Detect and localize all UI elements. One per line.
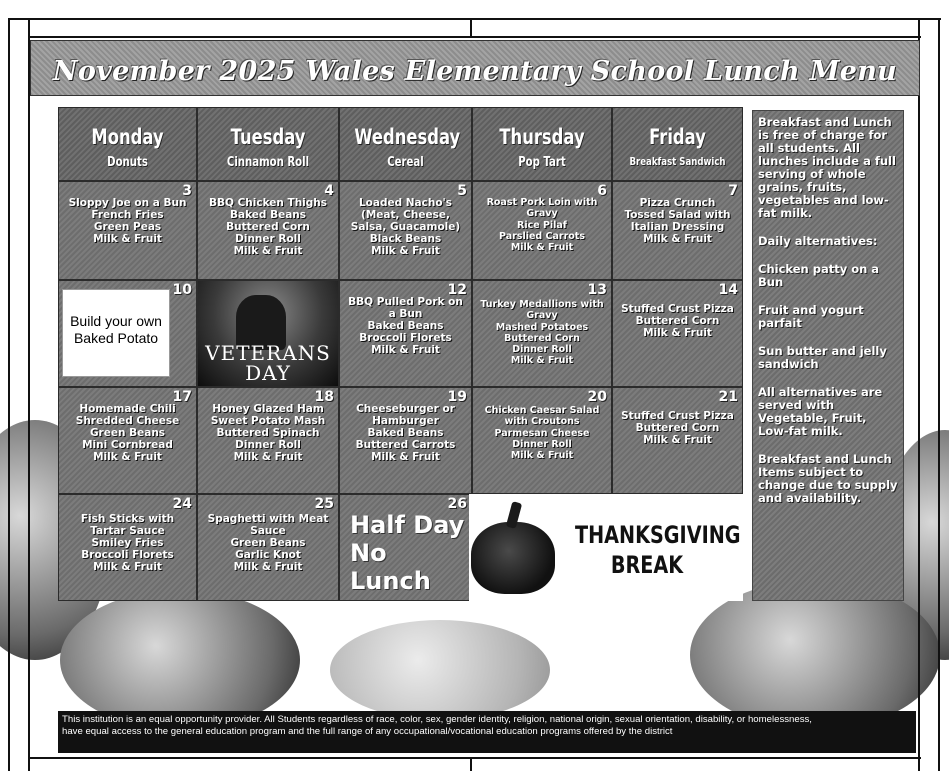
meal-item: Sweet Potato Mash bbox=[210, 415, 326, 427]
date-number: 26 bbox=[447, 496, 467, 512]
date-number: 21 bbox=[718, 389, 738, 405]
meal-item: Mashed Potatoes bbox=[495, 321, 589, 333]
thanksgiving-break-graphic bbox=[469, 494, 743, 601]
day-cell-nov-26 bbox=[339, 494, 472, 601]
date-number: 7 bbox=[728, 183, 738, 199]
meal-items bbox=[63, 197, 192, 245]
subject-to-change-note: Breakfast and Lunch Items subject to change due to supply and availability. bbox=[758, 452, 898, 505]
day-cell-nov-5 bbox=[339, 181, 472, 280]
breakfast-label: Donuts bbox=[107, 155, 148, 170]
meal-item: Buttered Carrots bbox=[355, 439, 456, 451]
day-label: Wednesday bbox=[354, 125, 461, 149]
thanksgiving-break-label bbox=[575, 520, 741, 580]
meal-item: Baked Beans bbox=[367, 320, 444, 332]
meal-item: Pizza Crunch bbox=[639, 197, 716, 209]
meal-items bbox=[617, 303, 738, 339]
alternative-item: Fruit and yogurt parfait bbox=[758, 303, 864, 330]
meal-item: Spaghetti with Meat Sauce bbox=[207, 513, 329, 537]
equal-opportunity-footer bbox=[58, 711, 916, 753]
meal-items bbox=[617, 410, 738, 446]
meal-item: Milk & Fruit bbox=[233, 451, 303, 463]
day-cell-nov-3 bbox=[58, 181, 197, 280]
meal-item: Milk & Fruit bbox=[93, 561, 162, 573]
meal-item: Italian Dressing bbox=[630, 221, 725, 233]
date-number: 19 bbox=[447, 389, 467, 405]
free-meals-note: Breakfast and Lunch is free of charge for all students. All lunches include a full serving of whole grains, fruits, vegetables and low-fat milk. bbox=[758, 115, 896, 220]
meal-items bbox=[344, 197, 467, 257]
day-cell-nov-20 bbox=[472, 387, 612, 494]
meal-item: Buttered Corn bbox=[504, 332, 580, 344]
frame-center-bottom bbox=[470, 757, 472, 771]
meal-items bbox=[202, 403, 334, 463]
pumpkin-bg-center bbox=[330, 620, 550, 720]
footer-line: have equal access to the general education program and the full range of any occupational/vocational education programs offered by the district bbox=[62, 726, 673, 737]
date-number: 4 bbox=[324, 183, 334, 199]
pumpkin-icon bbox=[471, 522, 555, 594]
meal-item: Dinner Roll bbox=[512, 344, 572, 356]
day-cell-nov-11 bbox=[197, 280, 339, 387]
date-number: 25 bbox=[314, 496, 334, 512]
day-cell-nov-17 bbox=[58, 387, 197, 494]
baked-potato-note: Build your own Baked Potato bbox=[62, 289, 170, 377]
meal-item: Stuffed Crust Pizza bbox=[621, 410, 734, 422]
meal-item: Broccoli Florets bbox=[359, 332, 452, 344]
day-cell-nov-4 bbox=[197, 181, 339, 280]
meal-item: (Meat, Cheese, bbox=[361, 209, 450, 221]
date-number: 6 bbox=[597, 183, 607, 199]
page-title: November 2025 Wales Elementary School Lunch Menu bbox=[52, 56, 898, 87]
meal-items bbox=[617, 197, 738, 245]
meal-items bbox=[344, 296, 467, 356]
meal-item: Buttered Corn bbox=[635, 422, 720, 434]
meal-item: Parmesan Cheese bbox=[494, 427, 590, 439]
header-tuesday bbox=[197, 107, 339, 181]
meal-item: Smiley Fries bbox=[91, 537, 164, 549]
meal-item: Sloppy Joe on a Bun bbox=[68, 197, 187, 209]
meal-item: Green Beans bbox=[89, 427, 166, 439]
meal-item: Homemade Chili bbox=[79, 403, 176, 415]
meal-item: Milk & Fruit bbox=[510, 242, 574, 254]
meal-item: BBQ Pulled Pork on a Bun bbox=[348, 296, 463, 320]
meal-item: Salsa, Guacamole) bbox=[350, 221, 461, 233]
frame-right bbox=[938, 18, 940, 771]
alternative-item: Sun butter and jelly sandwich bbox=[758, 344, 887, 371]
meal-item: Honey Glazed Ham bbox=[212, 403, 324, 415]
date-number: 24 bbox=[172, 496, 192, 512]
date-number: 10 bbox=[172, 282, 192, 298]
meal-item: Buttered Corn bbox=[635, 315, 720, 327]
meal-items bbox=[477, 299, 607, 367]
breakfast-label: Cinnamon Roll bbox=[226, 155, 310, 170]
meal-item: Dinner Roll bbox=[512, 438, 572, 450]
meal-item: Baked Beans bbox=[229, 209, 307, 221]
meal-item: Garlic Knot bbox=[235, 549, 301, 561]
date-number: 5 bbox=[457, 183, 467, 199]
day-cell-nov-7 bbox=[612, 181, 743, 280]
day-cell-nov-19 bbox=[339, 387, 472, 494]
frame-bottom bbox=[28, 757, 921, 759]
day-cell-nov-14 bbox=[612, 280, 743, 387]
meal-item: Mini Cornbread bbox=[82, 439, 173, 451]
meal-item: Shredded Cheese bbox=[75, 415, 180, 427]
meal-item: Baked Beans bbox=[367, 427, 444, 439]
meal-item: Milk & Fruit bbox=[643, 233, 712, 245]
day-cell-nov-24 bbox=[58, 494, 197, 601]
date-number: 18 bbox=[314, 389, 334, 405]
meal-items bbox=[202, 513, 334, 573]
meal-items bbox=[477, 197, 607, 253]
day-label: Thursday bbox=[499, 125, 585, 149]
thanksgiving-line2: BREAK bbox=[610, 551, 684, 579]
frame-left-inner bbox=[28, 18, 30, 771]
meal-item: Roast Pork Loin with Gravy bbox=[486, 197, 598, 220]
pumpkin-bg-bottom-right bbox=[690, 580, 940, 730]
day-label: Friday bbox=[649, 125, 706, 149]
meal-items bbox=[344, 403, 467, 463]
meal-item: Dinner Roll bbox=[235, 439, 301, 451]
day-cell-nov-10 bbox=[58, 280, 197, 387]
date-number: 17 bbox=[172, 389, 192, 405]
meal-item: Loaded Nacho's bbox=[358, 197, 453, 209]
meal-item: Milk & Fruit bbox=[371, 344, 440, 356]
meal-item: Green Peas bbox=[93, 221, 162, 233]
meal-item: Buttered Corn bbox=[226, 221, 310, 233]
frame-top bbox=[8, 18, 941, 20]
meal-item: Stuffed Crust Pizza bbox=[621, 303, 734, 315]
meal-item: Milk & Fruit bbox=[233, 245, 303, 257]
meal-item: Fish Sticks with Tartar Sauce bbox=[80, 513, 175, 537]
meal-item: Milk & Fruit bbox=[510, 450, 574, 462]
date-number: 14 bbox=[718, 282, 738, 298]
meal-item: Black Beans bbox=[369, 233, 442, 245]
alternatives-heading: Daily alternatives: bbox=[758, 234, 878, 248]
header-friday bbox=[612, 107, 743, 181]
frame-left bbox=[8, 18, 10, 771]
meal-item: Tossed Salad with bbox=[624, 209, 731, 221]
meal-item: Dinner Roll bbox=[235, 233, 301, 245]
meal-item: French Fries bbox=[91, 209, 164, 221]
info-sidebar bbox=[752, 110, 904, 601]
meal-item: BBQ Chicken Thighs bbox=[208, 197, 328, 209]
pumpkin-bg-bottom-left bbox=[60, 590, 300, 730]
meal-item: Milk & Fruit bbox=[510, 355, 574, 367]
meal-items bbox=[202, 197, 334, 257]
thanksgiving-line1: THANKSGIVING bbox=[575, 521, 741, 549]
day-cell-nov-18 bbox=[197, 387, 339, 494]
meal-item: Milk & Fruit bbox=[233, 561, 303, 573]
meal-item: Buttered Spinach bbox=[216, 427, 320, 439]
frame-top-inner bbox=[28, 36, 921, 38]
breakfast-label: Cereal bbox=[387, 155, 424, 170]
date-number: 3 bbox=[182, 183, 192, 199]
meal-item: Rice Pilaf bbox=[517, 219, 567, 231]
day-cell-nov-6 bbox=[472, 181, 612, 280]
day-cell-nov-12 bbox=[339, 280, 472, 387]
meal-item: Cheeseburger or Hamburger bbox=[356, 403, 455, 427]
meal-items bbox=[477, 405, 607, 461]
meal-items bbox=[63, 513, 192, 573]
meal-item: Milk & Fruit bbox=[643, 327, 712, 339]
breakfast-label: Breakfast Sandwich bbox=[629, 155, 726, 168]
date-number: 20 bbox=[587, 389, 607, 405]
day-label: Tuesday bbox=[230, 125, 306, 149]
day-cell-nov-21 bbox=[612, 387, 743, 494]
header-thursday bbox=[472, 107, 612, 181]
day-cell-nov-13 bbox=[472, 280, 612, 387]
meal-item: Green Beans bbox=[230, 537, 306, 549]
meal-item: Milk & Fruit bbox=[371, 245, 440, 257]
meal-item: Milk & Fruit bbox=[643, 434, 712, 446]
day-label: Monday bbox=[91, 125, 164, 149]
meal-item: Milk & Fruit bbox=[93, 451, 162, 463]
header-monday bbox=[58, 107, 197, 181]
meal-item: Broccoli Florets bbox=[81, 549, 174, 561]
alternative-item: Chicken patty on a Bun bbox=[758, 262, 880, 289]
alternatives-served-note: All alternatives are served with Vegetable, Fruit, Low-fat milk. bbox=[758, 385, 883, 438]
breakfast-label: Pop Tart bbox=[518, 155, 566, 170]
date-number: 13 bbox=[587, 282, 607, 298]
meal-item: Milk & Fruit bbox=[93, 233, 162, 245]
meal-items bbox=[63, 403, 192, 463]
meal-item: Parslied Carrots bbox=[499, 230, 585, 242]
frame-right-inner bbox=[918, 18, 920, 771]
frame-center-top bbox=[470, 18, 472, 38]
date-number: 12 bbox=[447, 282, 467, 298]
meal-item: Turkey Medallions with Gravy bbox=[480, 299, 604, 322]
half-day-note: Half Day No Lunch bbox=[350, 511, 465, 595]
meal-item: Chicken Caesar Salad with Croutons bbox=[484, 405, 600, 428]
footer-line: This institution is an equal opportunity provider. All Students regardless of race, color, sex, gender identity, religion, national origin, sexual orientation, disability, or homelessness, bbox=[62, 714, 812, 725]
header-wednesday bbox=[339, 107, 472, 181]
meal-item: Milk & Fruit bbox=[371, 451, 440, 463]
title-banner bbox=[30, 40, 920, 96]
veterans-day-label: VETERANS DAY bbox=[205, 341, 331, 385]
day-cell-nov-25 bbox=[197, 494, 339, 601]
